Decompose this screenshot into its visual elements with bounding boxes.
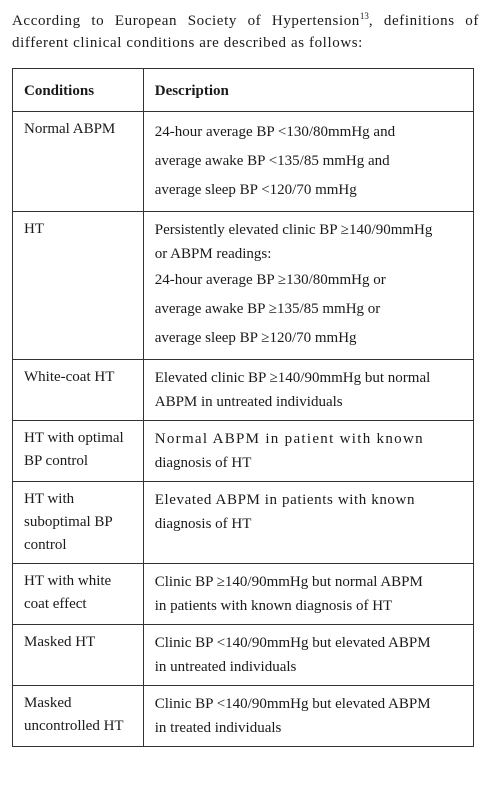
description-line: 24-hour average BP <130/80mmHg and (154, 124, 396, 140)
condition-line: control (24, 537, 67, 553)
condition-line: suboptimal BP (24, 514, 113, 530)
condition-cell (13, 482, 144, 564)
description-line: 24-hour average BP ≥130/80mmHg or (154, 272, 386, 288)
description-cell (143, 564, 473, 625)
description-line: average sleep BP ≥120/70 mmHg (154, 330, 357, 346)
condition-line: HT with (24, 491, 75, 507)
table-row (13, 112, 474, 212)
condition-line: uncontrolled HT (24, 718, 124, 734)
table-row (13, 564, 474, 625)
description-line: average sleep BP <120/70 mmHg (154, 182, 357, 198)
description-cell (143, 212, 473, 360)
table-row (13, 360, 474, 421)
table-row (13, 482, 474, 564)
description-line: or ABPM readings: (154, 246, 272, 262)
table-row (13, 625, 474, 686)
description-line: diagnosis of HT (154, 516, 252, 532)
condition-cell (13, 421, 144, 482)
intro-text: According to European Society of Hypertension (12, 13, 360, 29)
description-line: Persistently elevated clinic BP ≥140/90mmHg (154, 222, 433, 238)
description-line: Clinic BP ≥140/90mmHg but normal ABPM (154, 574, 423, 590)
description-line: Normal ABPM in patient with known (154, 431, 424, 447)
intro-text-continued: , definitions of different clinical conditions are described as follows: (12, 13, 479, 51)
description-cell (143, 482, 473, 564)
condition-line: Masked (24, 695, 72, 711)
description-cell (143, 625, 473, 686)
header-description: Description (143, 69, 473, 112)
table-row (13, 421, 474, 482)
condition-cell (13, 212, 144, 360)
description-line: Clinic BP <140/90mmHg but elevated ABPM (154, 696, 431, 712)
table-header-row (13, 69, 474, 112)
conditions-table (12, 68, 474, 747)
condition-line: HT (24, 221, 44, 237)
description-cell (143, 112, 473, 212)
condition-line: White-coat HT (24, 369, 115, 385)
description-line: ABPM in untreated individuals (154, 394, 343, 410)
condition-line: HT with white (24, 573, 112, 589)
condition-cell (13, 686, 144, 747)
description-line: diagnosis of HT (154, 455, 252, 471)
description-line: Clinic BP <140/90mmHg but elevated ABPM (154, 635, 431, 651)
description-line: in treated individuals (154, 720, 282, 736)
condition-cell (13, 625, 144, 686)
description-line: in untreated individuals (154, 659, 297, 675)
description-cell (143, 686, 473, 747)
description-cell (143, 421, 473, 482)
condition-cell (13, 564, 144, 625)
header-conditions: Conditions (13, 69, 144, 112)
description-line: average awake BP ≥135/85 mmHg or (154, 301, 381, 317)
table-row (13, 686, 474, 747)
citation-superscript: 13 (359, 11, 369, 21)
description-line: Elevated clinic BP ≥140/90mmHg but normal (154, 370, 431, 386)
condition-line: Normal ABPM (24, 121, 116, 137)
condition-line: Masked HT (24, 634, 96, 650)
table-row (13, 212, 474, 360)
condition-cell (13, 360, 144, 421)
description-line: Elevated ABPM in patients with known (154, 492, 416, 508)
description-cell (143, 360, 473, 421)
intro-paragraph (12, 10, 479, 54)
condition-line: BP control (24, 453, 89, 469)
condition-line: coat effect (24, 596, 87, 612)
condition-line: HT with optimal (24, 430, 124, 446)
condition-cell (13, 112, 144, 212)
description-line: in patients with known diagnosis of HT (154, 598, 393, 614)
description-line: average awake BP <135/85 mmHg and (154, 153, 390, 169)
